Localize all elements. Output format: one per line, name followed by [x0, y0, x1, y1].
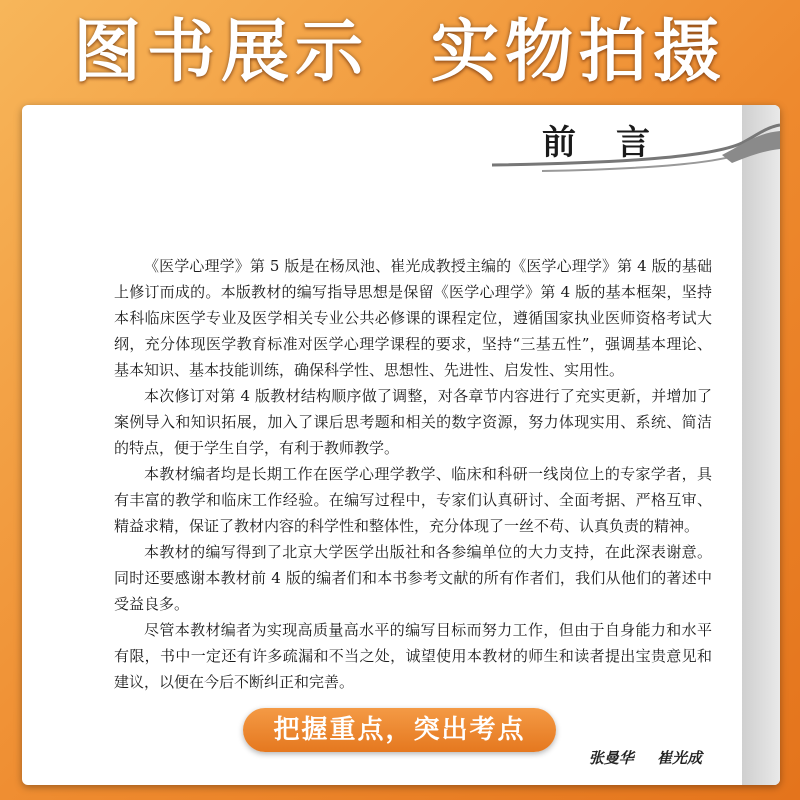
banner-left-text: 图书展示: [73, 13, 370, 92]
paragraph: 本教材编者均是长期工作在医学心理学教学、临床和科研一线岗位上的专家学者，具有丰富的教学和临床工作经验。在编写过程中，专家们认真研讨、全面考据、严格互审、精益求精，保证了教材内容的科学性和整体性，充分体现了一丝不苟、认真负责的精神。: [114, 465, 712, 535]
page-edge: [742, 105, 780, 785]
highlight-badge: 把握重点，突出考点: [243, 708, 556, 752]
paragraph: 本教材的编写得到了北京大学医学出版社和各参编单位的大力支持，在此深表谢意。同时还要感谢本教材前 4 版的编者们和本书参考文献的所有作者们，我们从他们的著述中受益良多。: [114, 543, 712, 613]
paragraph: 本次修订对第 4 版教材结构顺序做了调整，对各章节内容进行了充实更新，并增加了案例导入和知识拓展，加入了课后思考题和相关的数字资源，努力体现实用、系统、简洁的特点，便于学生自学，有利于教师教学。: [114, 387, 712, 457]
paragraph: 尽管本教材编者为实现高质量高水平的编写目标而努力工作，但由于自身能力和水平有限，书中一定还有许多疏漏和不当之处，诚望使用本教材的师生和读者提出宝贵意见和建议，以便在今后不断纠正和完善。: [114, 621, 712, 691]
banner-right-text: 实物拍摄: [430, 13, 727, 92]
banner-title: [0, 8, 800, 98]
preface-body: [114, 253, 712, 695]
author-signature: 张曼华 崔光成: [588, 749, 702, 767]
page-heading: 前言: [542, 123, 690, 163]
paragraph: 《医学心理学》第 5 版是在杨凤池、崔光成教授主编的《医学心理学》第 4 版的基础上修订而成的。本版教材的编写指导思想是保留《医学心理学》第 4 版的基本框架，坚持本科临床医学专业及医学相关专业公共必修课的课程定位，遵循国家执业医师资格考试大纲，充分体现医学教育标准对医学心理学课程的要求，坚持“三基五性”，强调基本理论、基本知识、基本技能训练，确保科学性、思想性、先进性、启发性、实用性。: [114, 257, 712, 379]
book-page: [22, 105, 780, 785]
